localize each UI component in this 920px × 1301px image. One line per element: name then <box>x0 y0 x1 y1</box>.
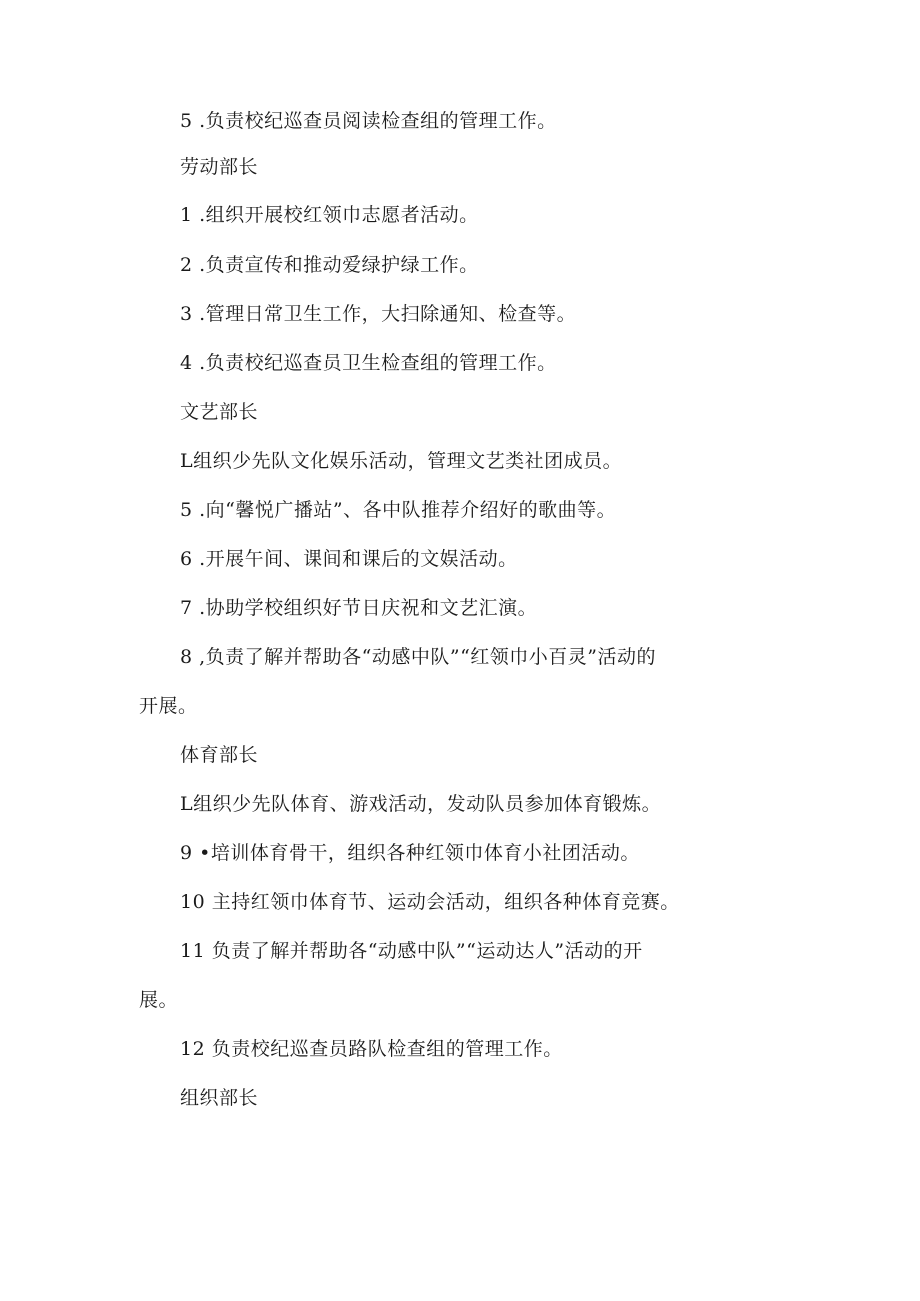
section-heading-sports: 体育部长 <box>180 744 259 766</box>
duty-item-squad-sports: 11 负责了解并帮助各“动感中队”“运动达人”活动的开 <box>180 940 643 962</box>
duty-item-broadcast: 5 .向“馨悦广播站”、各中队推荐介绍好的歌曲等。 <box>180 499 617 521</box>
duty-item-reading-group: 5 .负责校纪巡查员阅读检查组的管理工作。 <box>180 110 557 132</box>
duty-item-sports: L组织少先队体育、游戏活动，发动队员参加体育锻炼。 <box>180 793 662 815</box>
duty-item-green: 2 .负责宣传和推动爱绿护绿工作。 <box>180 254 479 276</box>
duty-item-squad-lark: 8 ,负责了解并帮助各“动感中队”“红领巾小百灵”活动的 <box>180 646 657 668</box>
section-heading-arts: 文艺部长 <box>180 401 259 423</box>
section-heading-labor: 劳动部长 <box>180 156 259 178</box>
duty-item-training: 9 •培训体育骨干，组织各种红领巾体育小社团活动。 <box>180 842 640 864</box>
duty-item-festival: 7 .协助学校组织好节日庆祝和文艺汇演。 <box>180 597 538 619</box>
duty-item-volunteer: 1 .组织开展校红领巾志愿者活动。 <box>180 204 479 226</box>
duty-item-culture: L组织少先队文化娱乐活动，管理文艺类社团成员。 <box>180 450 623 472</box>
section-heading-organization: 组织部长 <box>180 1087 259 1109</box>
duty-item-recreation: 6 .开展午间、课间和课后的文娱活动。 <box>180 548 518 570</box>
duty-item-road-group: 12 负责校纪巡查员路队检查组的管理工作。 <box>180 1038 563 1060</box>
duty-item-sports-festival: 10 主持红领巾体育节、运动会活动，组织各种体育竞赛。 <box>180 891 680 913</box>
duty-item-squad-lark-cont: 开展。 <box>139 695 198 717</box>
duty-item-squad-sports-cont: 展。 <box>139 989 179 1011</box>
duty-item-hygiene-group: 4 .负责校纪巡查员卫生检查组的管理工作。 <box>180 352 557 374</box>
duty-item-hygiene: 3 .管理日常卫生工作，大扫除通知、检查等。 <box>180 303 577 325</box>
